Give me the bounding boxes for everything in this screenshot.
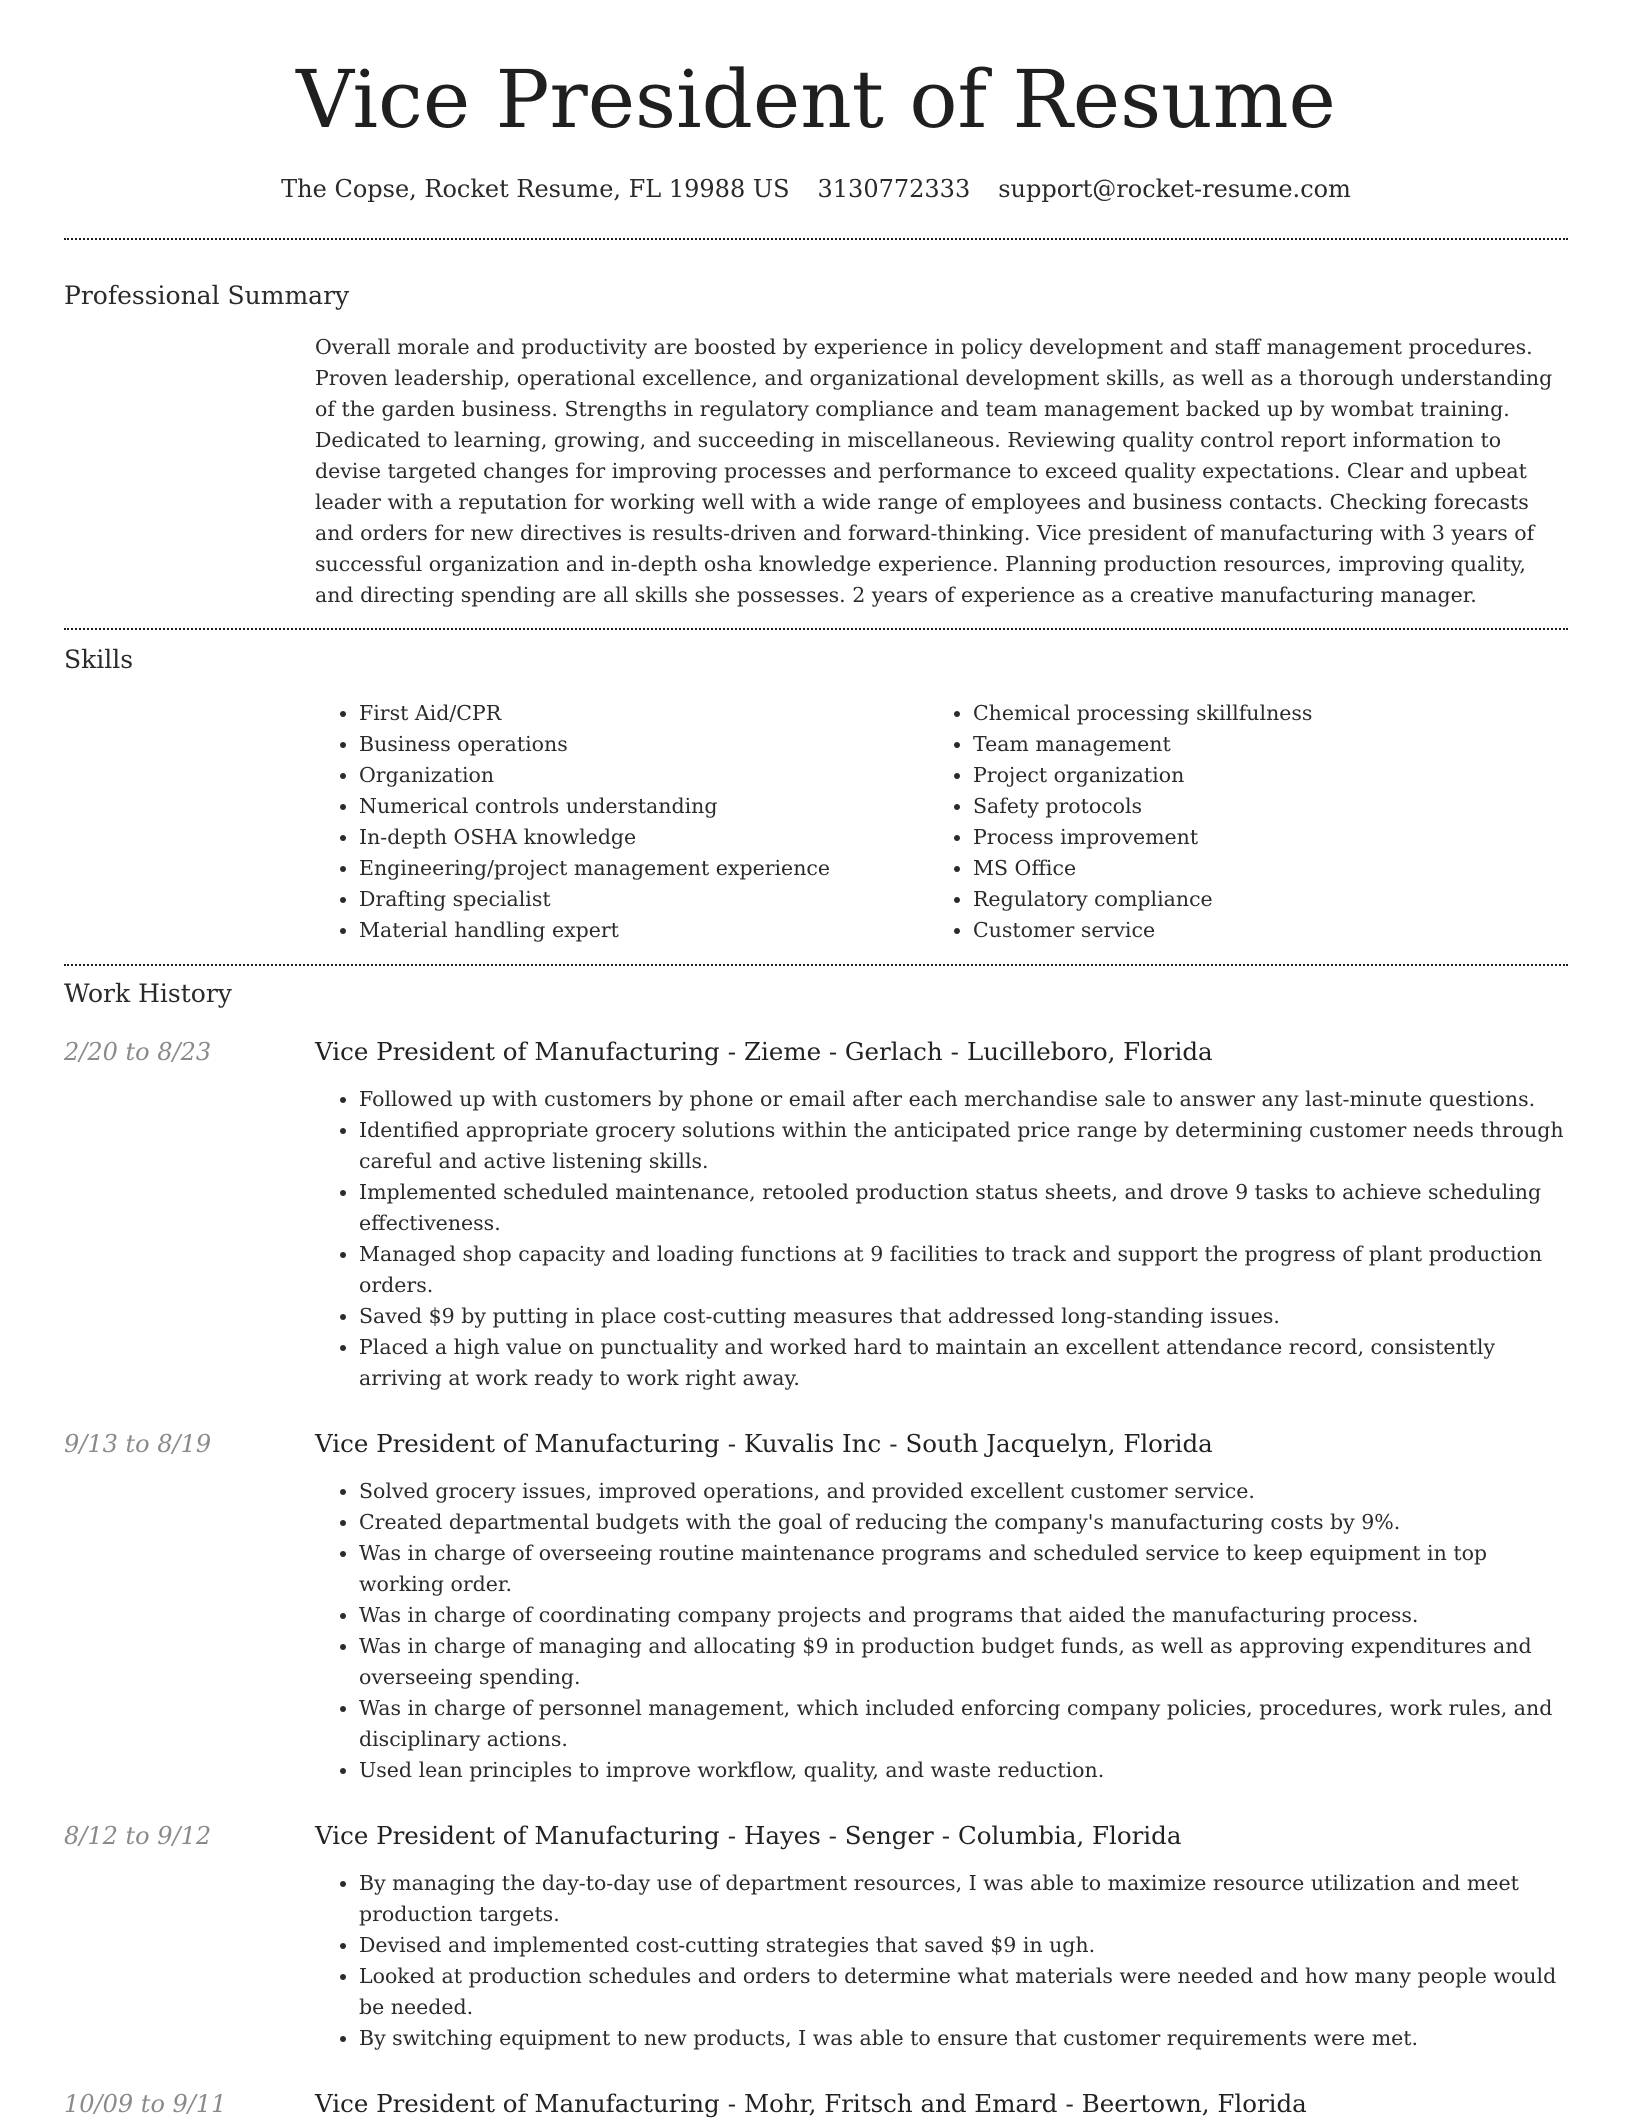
job-heading: [315, 2088, 1568, 2120]
skill-item: • Chemical processing skillfulness: [973, 698, 1543, 729]
job-location: Lucilleboro, Florida: [966, 1037, 1213, 1066]
skill-item: • Business operations: [359, 729, 929, 760]
skills-list-left: [315, 698, 929, 946]
skill-item: • Numerical controls understanding: [359, 791, 929, 822]
heading-separator: -: [941, 1821, 950, 1850]
skill-item: • Project organization: [973, 760, 1543, 791]
skill-item: • Team management: [973, 729, 1543, 760]
job-bullet: • By switching equipment to new products, I was able to ensure that customer requirements were met.: [359, 2023, 1568, 2054]
job-entry: [64, 1820, 1568, 2054]
candidate-name: Vice President of Resume: [296, 53, 1336, 146]
skill-item: • In-depth OSHA knowledge: [359, 822, 929, 853]
resume-page: [64, 0, 1568, 2120]
job-bullet: • Was in charge of managing and allocating $9 in production budget funds, as well as approving expenditures and overseeing spending.: [359, 1631, 1568, 1693]
job-bullet: • Solved grocery issues, improved operations, and provided excellent customer service.: [359, 1476, 1568, 1507]
heading-separator: -: [727, 2089, 736, 2118]
job-bullet: • Was in charge of personnel management, which included enforcing company policies, procedures, work rules, and disciplinary actions.: [359, 1693, 1568, 1755]
job-bullet: • Placed a high value on punctuality and worked hard to maintain an excellent attendance record, consistently arriving at work ready to work right away.: [359, 1332, 1568, 1394]
skill-item: • First Aid/CPR: [359, 698, 929, 729]
job-bullet: • Identified appropriate grocery solutions within the anticipated price range by determining customer needs through careful and active listening skills.: [359, 1115, 1568, 1177]
job-bullet: • Was in charge of overseeing routine maintenance programs and scheduled service to keep equipment in top working order.: [359, 1538, 1568, 1600]
contact-address: The Copse, Rocket Resume, FL 19988 US: [281, 175, 790, 203]
job-bullet: • Implemented scheduled maintenance, retooled production status sheets, and drove 9 tasks to achieve scheduling effectiveness.: [359, 1177, 1568, 1239]
summary-text: Overall morale and productivity are boosted by experience in policy development and staff management procedures. Proven leadership, operational excellence, and organizational development skills, as well as a thorough understanding of the garden business. Strengths in regulatory compliance and team management backed up by wombat training. Dedicated to learning, growing, and succeeding in miscellaneous. Reviewing quality control report information to devise targeted changes for improving processes and performance to exceed quality expectations. Clear and upbeat leader with a reputation for working well with a wide range of employees and business contacts. Checking forecasts and orders for new directives is results-driven and forward-thinking. Vice president of manufacturing with 3 years of successful organization and in-depth osha knowledge experience. Planning production resources, improving quality, and directing spending are all skills she possesses. 2 years of experience as a creative manufacturing manager.: [315, 335, 1553, 607]
skill-item: • Safety protocols: [973, 791, 1543, 822]
work-history-list: [64, 1036, 1568, 2120]
skill-item: • Engineering/project management experience: [359, 853, 929, 884]
job-entry: [64, 2088, 1568, 2120]
job-bullets: [315, 1084, 1568, 1394]
skill-item: • Drafting specialist: [359, 884, 929, 915]
job-location: Columbia, Florida: [957, 1821, 1182, 1850]
job-dates: 8/12 to 9/12: [64, 1822, 212, 1850]
job-bullets: [315, 1476, 1568, 1786]
job-bullet: • Looked at production schedules and orders to determine what materials were needed and how many people would be needed.: [359, 1961, 1568, 2023]
summary-heading: Professional Summary: [64, 281, 350, 310]
job-location: Beertown, Florida: [1081, 2089, 1307, 2118]
heading-separator: -: [1065, 2089, 1074, 2118]
job-bullet: • Created departmental budgets with the goal of reducing the company's manufacturing costs by 9%.: [359, 1507, 1568, 1538]
job-title: Vice President of Manufacturing: [315, 1821, 720, 1850]
heading-separator: -: [950, 1037, 959, 1066]
job-company: Zieme - Gerlach: [743, 1037, 943, 1066]
section-divider: [64, 964, 1568, 966]
job-dates: 2/20 to 8/23: [64, 1038, 212, 1066]
job-bullet: • Used lean principles to improve workflow, quality, and waste reduction.: [359, 1755, 1568, 1786]
job-title: Vice President of Manufacturing: [315, 2089, 720, 2118]
job-location: South Jacquelyn, Florida: [905, 1429, 1213, 1458]
contact-phone: 3130772333: [817, 175, 971, 203]
job-bullet: • Saved $9 by putting in place cost-cutting measures that addressed long-standing issues.: [359, 1301, 1568, 1332]
job-bullet: • By managing the day-to-day use of department resources, I was able to maximize resource utilization and meet production targets.: [359, 1868, 1568, 1930]
heading-separator: -: [727, 1037, 736, 1066]
job-entry: [64, 1036, 1568, 1394]
job-company: Mohr, Fritsch and Emard: [743, 2089, 1058, 2118]
job-bullet: • Devised and implemented cost-cutting strategies that saved $9 in ugh.: [359, 1930, 1568, 1961]
contact-line: [64, 174, 1568, 204]
work-history-heading: Work History: [64, 979, 232, 1008]
skill-item: • Process improvement: [973, 822, 1543, 853]
contact-email: support@rocket-resume.com: [998, 175, 1351, 203]
skill-item: • MS Office: [973, 853, 1543, 884]
heading-separator: -: [889, 1429, 898, 1458]
job-company: Kuvalis Inc: [743, 1429, 882, 1458]
skill-item: • Regulatory compliance: [973, 884, 1543, 915]
job-entry: [64, 1428, 1568, 1786]
job-title: Vice President of Manufacturing: [315, 1037, 720, 1066]
job-dates: 10/09 to 9/11: [64, 2090, 227, 2118]
skills-grid: [315, 698, 1568, 946]
job-heading: [315, 1428, 1568, 1460]
skill-item: • Customer service: [973, 915, 1543, 946]
job-company: Hayes - Senger: [743, 1821, 934, 1850]
skills-list-right: [929, 698, 1543, 946]
skill-item: • Organization: [359, 760, 929, 791]
section-divider: [64, 628, 1568, 630]
job-bullet: • Managed shop capacity and loading functions at 9 facilities to track and support the progress of plant production orders.: [359, 1239, 1568, 1301]
job-dates: 9/13 to 8/19: [64, 1430, 212, 1458]
job-bullet: • Was in charge of coordinating company projects and programs that aided the manufacturing process.: [359, 1600, 1568, 1631]
job-bullet: • Followed up with customers by phone or email after each merchandise sale to answer any last-minute questions.: [359, 1084, 1568, 1115]
heading-separator: -: [727, 1821, 736, 1850]
skill-item: • Material handling expert: [359, 915, 929, 946]
job-heading: [315, 1036, 1568, 1068]
heading-separator: -: [727, 1429, 736, 1458]
section-divider: [64, 238, 1568, 240]
job-heading: [315, 1820, 1568, 1852]
job-title: Vice President of Manufacturing: [315, 1429, 720, 1458]
job-bullets: [315, 1868, 1568, 2054]
skills-heading: Skills: [64, 645, 134, 674]
